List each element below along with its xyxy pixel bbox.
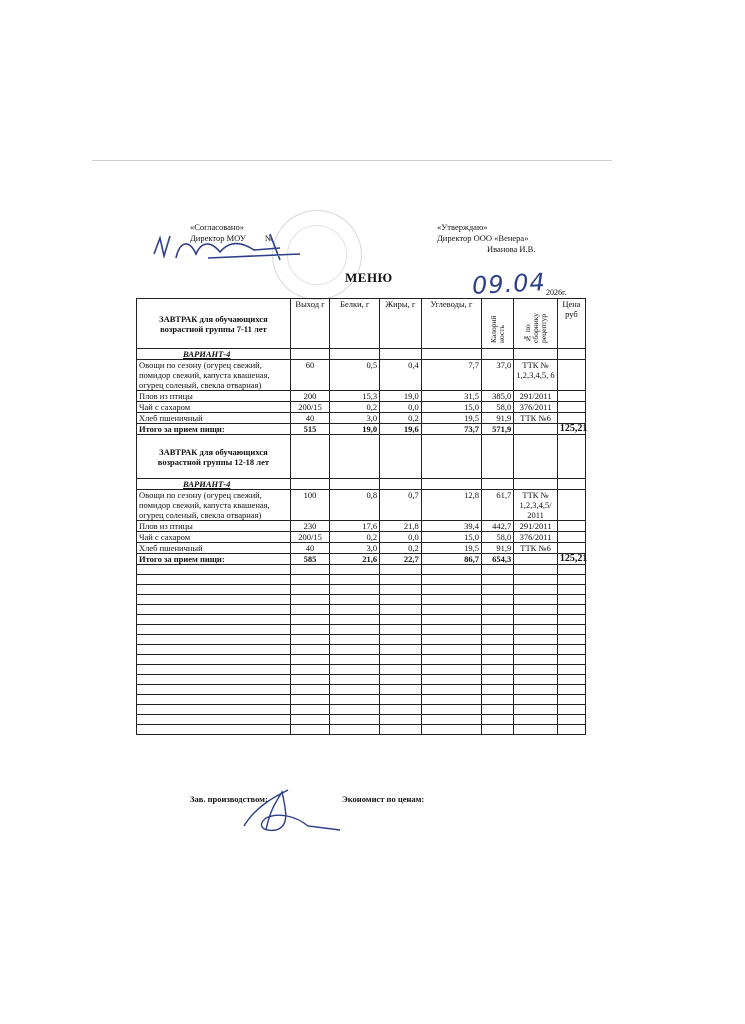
dish-carbs: 39,4	[421, 521, 481, 532]
page-title: МЕНЮ	[345, 270, 393, 285]
empty-row	[137, 585, 586, 595]
section-heading-row	[137, 435, 586, 479]
total-carbs: 73,7	[421, 424, 481, 435]
dish-carbs: 19,5	[421, 543, 481, 554]
table-row	[137, 360, 586, 391]
empty-rows	[137, 565, 586, 735]
empty-row	[137, 705, 586, 715]
approval-approved-label: «Утверждаю»	[437, 222, 488, 232]
total-calories: 654,3	[482, 554, 514, 565]
empty-row	[137, 685, 586, 695]
production-head-signature-icon	[236, 786, 346, 836]
total-row	[137, 554, 586, 565]
dish-name: Овощи по сезону (огурец свежий, помидор свежий, капуста квашеная, огурец соленый, свекла отварная)	[137, 360, 291, 391]
empty-row	[137, 635, 586, 645]
variant-row	[137, 349, 586, 360]
empty-row	[137, 595, 586, 605]
col-header-carbs: Углеводы, г	[421, 299, 481, 349]
dish-name: Чай с сахаром	[137, 532, 291, 543]
dish-recipe: 291/2011	[514, 521, 558, 532]
table-row	[137, 391, 586, 402]
agreed-signature-icon	[150, 228, 320, 268]
total-row	[137, 424, 586, 435]
approval-agreed-number-sign: №	[264, 233, 274, 243]
dish-name: Овощи по сезону (огурец свежий, помидор свежий, капуста квашеная, огурец соленый, свекла отварная)	[137, 490, 291, 521]
col-header-calories-text: Калорий ность	[488, 315, 506, 343]
total-proteins: 21,6	[330, 554, 380, 565]
dish-name: Чай с сахаром	[137, 402, 291, 413]
document-year: 2026г.	[546, 288, 567, 297]
dish-fats: 0,7	[380, 490, 422, 521]
approval-block-approved	[437, 222, 535, 255]
dish-calories: 91,9	[482, 413, 514, 424]
approval-approved-position: Директор ООО «Венера»	[437, 233, 529, 243]
total-price: 125,21	[557, 554, 585, 565]
dish-calories: 58,0	[482, 532, 514, 543]
total-proteins: 19,0	[330, 424, 380, 435]
variant-label: ВАРИАНТ-4	[137, 349, 291, 360]
total-carbs: 86,7	[421, 554, 481, 565]
col-header-recipe	[514, 299, 558, 349]
table-row	[137, 490, 586, 521]
col-header-calories	[482, 299, 514, 349]
total-calories: 571,9	[482, 424, 514, 435]
variant-row	[137, 479, 586, 490]
dish-recipe: ТТК № 1,2,3,4,5/ 2011	[514, 490, 558, 521]
approval-agreed-position-text: Директор МОУ	[190, 233, 246, 243]
dish-fats: 0,4	[380, 360, 422, 391]
dish-carbs: 31,5	[421, 391, 481, 402]
section-heading: ЗАВТРАК для обучающихся возрастной группы 7-11 лет	[137, 299, 291, 349]
total-output: 585	[290, 554, 329, 565]
dish-carbs: 12,8	[421, 490, 481, 521]
dish-fats: 0,0	[380, 532, 422, 543]
empty-row	[137, 665, 586, 675]
dish-output: 100	[290, 490, 329, 521]
col-header-proteins: Белки, г	[330, 299, 380, 349]
dish-fats: 0,2	[380, 543, 422, 554]
footer-price-economist: Экономист по ценам:	[342, 794, 425, 804]
empty-row	[137, 625, 586, 635]
dish-recipe: 376/2011	[514, 532, 558, 543]
table-row	[137, 543, 586, 554]
dish-proteins: 0,2	[330, 402, 380, 413]
dish-carbs: 19,5	[421, 413, 481, 424]
variant-label: ВАРИАНТ-4	[137, 479, 291, 490]
empty-row	[137, 715, 586, 725]
dish-fats: 0,2	[380, 413, 422, 424]
table-row	[137, 521, 586, 532]
dish-fats: 21,8	[380, 521, 422, 532]
dish-proteins: 3,0	[330, 413, 380, 424]
empty-row	[137, 725, 586, 735]
dish-name: Плов из птицы	[137, 521, 291, 532]
empty-row	[137, 605, 586, 615]
dish-proteins: 0,5	[330, 360, 380, 391]
table-row	[137, 402, 586, 413]
dish-carbs: 7,7	[421, 360, 481, 391]
dish-proteins: 17,6	[330, 521, 380, 532]
handwritten-date: 09.04	[471, 268, 547, 300]
dish-calories: 385,0	[482, 391, 514, 402]
dish-calories: 37,0	[482, 360, 514, 391]
empty-row	[137, 675, 586, 685]
dish-output: 230	[290, 521, 329, 532]
dish-calories: 61,7	[482, 490, 514, 521]
empty-row	[137, 695, 586, 705]
footer-production-head: Зав. производством:	[190, 794, 268, 804]
table-row	[137, 532, 586, 543]
dish-fats: 19,0	[380, 391, 422, 402]
dish-proteins: 0,8	[330, 490, 380, 521]
dish-calories: 58,0	[482, 402, 514, 413]
dish-calories: 91,9	[482, 543, 514, 554]
col-header-output: Выход г	[290, 299, 329, 349]
empty-row	[137, 575, 586, 585]
dish-output: 60	[290, 360, 329, 391]
dish-recipe: 376/2011	[514, 402, 558, 413]
dish-output: 200/15	[290, 532, 329, 543]
dish-proteins: 0,2	[330, 532, 380, 543]
table-row	[137, 413, 586, 424]
total-output: 515	[290, 424, 329, 435]
total-label: Итого за прием пищи:	[137, 554, 291, 565]
approval-agreed-label: «Согласовано»	[190, 222, 244, 232]
col-header-fats: Жиры, г	[380, 299, 422, 349]
empty-row	[137, 615, 586, 625]
total-fats: 19,6	[380, 424, 422, 435]
col-header-recipe-text: № по сборнику рецептур	[522, 312, 548, 343]
dish-carbs: 15,0	[421, 532, 481, 543]
dish-name: Плов из птицы	[137, 391, 291, 402]
col-header-price: Цена руб	[557, 299, 585, 349]
dish-carbs: 15,0	[421, 402, 481, 413]
dish-name: Хлеб пшеничный	[137, 413, 291, 424]
dish-recipe: ТТК №6	[514, 413, 558, 424]
dish-recipe: ТТК №6	[514, 543, 558, 554]
total-label: Итого за прием пищи:	[137, 424, 291, 435]
dish-recipe: ТТК № 1,2,3,4,5, 6	[514, 360, 558, 391]
dish-proteins: 3,0	[330, 543, 380, 554]
total-fats: 22,7	[380, 554, 422, 565]
page-top-rule	[92, 160, 612, 161]
dish-proteins: 15,3	[330, 391, 380, 402]
approval-approved-signer: Иванова И.В.	[487, 244, 536, 254]
dish-name: Хлеб пшеничный	[137, 543, 291, 554]
dish-calories: 442,7	[482, 521, 514, 532]
dish-recipe: 291/2011	[514, 391, 558, 402]
dish-output: 200	[290, 391, 329, 402]
dish-fats: 0,0	[380, 402, 422, 413]
section-heading: ЗАВТРАК для обучающихся возрастной группы 12-18 лет	[137, 435, 291, 479]
dish-output: 200/15	[290, 402, 329, 413]
empty-row	[137, 645, 586, 655]
empty-row	[137, 655, 586, 665]
total-price: 125,21	[557, 424, 585, 435]
dish-output: 40	[290, 543, 329, 554]
table-header-row	[137, 299, 586, 349]
menu-table	[136, 298, 586, 735]
dish-output: 40	[290, 413, 329, 424]
empty-row	[137, 565, 586, 575]
